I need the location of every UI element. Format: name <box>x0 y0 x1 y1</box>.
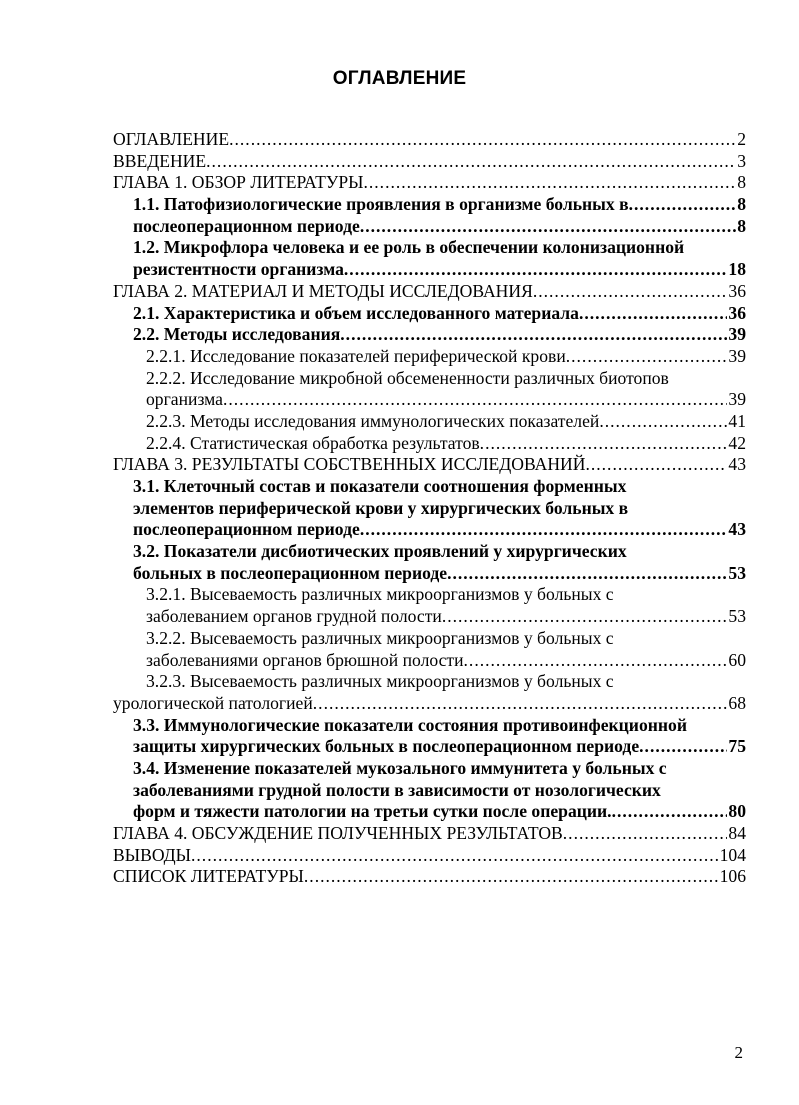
dot-leader <box>191 845 719 867</box>
toc-entry[interactable] <box>113 650 746 672</box>
toc-entry-page: 75 <box>728 736 746 757</box>
dot-leader <box>363 172 736 194</box>
toc-entry[interactable] <box>113 758 746 780</box>
dot-leader <box>313 693 728 715</box>
toc-entry-title: 2.1. Характеристика и объем исследованного материала <box>133 302 579 323</box>
toc-entry[interactable] <box>113 584 746 606</box>
toc-entry-page: 80 <box>728 801 746 822</box>
dot-leader <box>229 129 736 151</box>
toc-entry[interactable] <box>113 563 746 585</box>
dot-leader <box>206 151 736 173</box>
toc-entry-title: ГЛАВА 3. РЕЗУЛЬТАТЫ СОБСТВЕННЫХ ИССЛЕДОВАНИЙ <box>113 454 586 475</box>
toc-entry-title: 2.2.4. Статистическая обработка результатов <box>146 432 480 453</box>
toc-entry[interactable] <box>113 433 746 455</box>
toc-entry[interactable] <box>113 693 746 715</box>
toc-entry-title: заболеваниями органов брюшной полости <box>146 649 464 670</box>
dot-leader <box>464 650 728 672</box>
toc-entry-page: 39 <box>728 345 746 366</box>
dot-leader <box>533 281 728 303</box>
toc-entry-title: 3.4. Изменение показателей мукозального иммунитета у больных с <box>133 757 667 778</box>
toc-entry-title: ГЛАВА 2. МАТЕРИАЛ И МЕТОДЫ ИССЛЕДОВАНИЯ <box>113 280 533 301</box>
toc-entry[interactable] <box>113 237 746 259</box>
toc-entry[interactable] <box>113 845 746 867</box>
toc-entry[interactable] <box>113 866 746 888</box>
dot-leader <box>360 216 736 238</box>
toc-entry[interactable] <box>113 411 746 433</box>
toc-entry-title: ОГЛАВЛЕНИЕ <box>113 129 230 149</box>
toc-entry[interactable] <box>113 671 746 693</box>
toc-entry[interactable] <box>113 281 746 303</box>
dot-leader <box>223 389 727 411</box>
toc-entry-title: ГЛАВА 1. ОБЗОР ЛИТЕРАТУРЫ <box>113 172 364 193</box>
dot-leader <box>612 801 728 823</box>
toc-entry-page: 43 <box>728 454 746 475</box>
dot-leader <box>563 823 728 845</box>
dot-leader <box>579 303 727 325</box>
dot-leader <box>599 411 727 433</box>
toc-entry-title: урологической патологией <box>113 692 313 713</box>
toc-entry-title: послеоперационном периоде <box>133 215 360 236</box>
toc-entry[interactable] <box>113 172 746 194</box>
toc-entry-title: 2.2. Методы исследования <box>133 324 341 345</box>
toc-entry-page: 2 <box>737 129 746 149</box>
toc-entry-page: 8 <box>737 194 746 215</box>
toc-entry[interactable] <box>113 346 746 368</box>
toc-entry-title: 2.2.1. Исследование показателей периферической крови <box>146 345 566 366</box>
toc-entry[interactable] <box>113 823 746 845</box>
dot-leader <box>360 519 728 541</box>
toc-entry-title: послеоперационном периоде <box>133 519 360 540</box>
toc-entry-title: 3.2. Показатели дисбиотических проявлений у хирургических <box>133 541 627 562</box>
toc-entry-title: заболеваниями грудной полости в зависимости от нозологических <box>133 779 661 800</box>
toc-entry[interactable] <box>113 303 746 325</box>
toc-entry-title: 3.2.1. Высеваемость различных микроорганизмов у больных с <box>146 584 614 605</box>
toc-entry-page: 53 <box>728 562 746 583</box>
toc-entry-title: больных в послеоперационном периоде <box>133 562 448 583</box>
toc-entry-title: 2.2.3. Методы исследования иммунологических показателей <box>146 410 600 431</box>
toc-entry[interactable] <box>113 194 746 216</box>
toc-entry[interactable] <box>113 628 746 650</box>
toc-entry-page: 104 <box>719 844 746 865</box>
page-number: 2 <box>734 1043 743 1062</box>
toc-entry[interactable] <box>113 541 746 563</box>
dot-leader <box>304 866 719 888</box>
toc-entry[interactable] <box>113 368 746 390</box>
toc-entry-page: 8 <box>737 215 746 236</box>
toc-entry-title: 1.1. Патофизиологические проявления в организме больных в <box>133 194 629 215</box>
toc-entry-page: 41 <box>728 410 746 431</box>
toc-entry[interactable] <box>113 454 746 476</box>
toc-entry-title: 2.2.2. Исследование микробной обсемененности различных биотопов <box>146 367 669 388</box>
toc-entry-page: 53 <box>728 606 746 627</box>
toc-entry-title: резистентности организма <box>133 259 344 280</box>
toc-entry-title: СПИСОК ЛИТЕРАТУРЫ <box>113 866 304 887</box>
toc-entry-page: 84 <box>728 823 746 843</box>
toc-entry-title: ВЫВОДЫ <box>113 844 191 865</box>
toc-entry[interactable] <box>113 476 746 498</box>
toc-entry-page: 36 <box>728 302 746 323</box>
dot-leader <box>629 194 737 216</box>
toc-entry[interactable] <box>113 129 746 151</box>
toc-entry-page: 106 <box>719 866 746 887</box>
toc-entry-title: 3.3. Иммунологические показатели состояния противоинфекционной <box>133 714 687 735</box>
toc-entry-title: форм и тяжести патологии на третьи сутки после операции. <box>133 801 612 822</box>
toc-entry[interactable] <box>113 715 746 737</box>
toc-entry-page: 68 <box>728 692 746 713</box>
dot-leader <box>340 324 727 346</box>
page-title: ОГЛАВЛЕНИЕ <box>332 68 467 89</box>
toc-entry-page: 60 <box>728 649 746 670</box>
toc-entry-title: организма <box>146 389 223 410</box>
dot-leader <box>442 606 728 628</box>
toc-entry-page: 3 <box>737 150 746 171</box>
toc-entry-page: 8 <box>737 172 746 193</box>
toc-entry[interactable] <box>113 736 746 758</box>
toc-entry[interactable] <box>113 259 746 281</box>
toc-entry-title: элементов периферической крови у хирургических больных в <box>133 497 629 518</box>
toc-entry-page: 36 <box>728 280 746 301</box>
dot-leader <box>585 454 727 476</box>
toc-entry-page: 18 <box>728 259 746 280</box>
toc-entry-page: 39 <box>728 389 746 410</box>
toc-entry-title: 3.2.3. Высеваемость различных микроорганизмов у больных с <box>146 671 614 692</box>
toc-entry[interactable] <box>113 606 746 628</box>
toc-entry[interactable] <box>113 519 746 541</box>
dot-leader <box>480 433 728 455</box>
toc-entry-title: ГЛАВА 4. ОБСУЖДЕНИЕ ПОЛУЧЕННЫХ РЕЗУЛЬТАТОВ <box>113 823 563 843</box>
dot-leader <box>566 346 728 368</box>
toc-entry[interactable] <box>113 389 746 411</box>
dot-leader <box>344 259 728 281</box>
toc-entry[interactable] <box>113 324 746 346</box>
dot-leader <box>639 736 727 758</box>
table-of-contents <box>113 129 746 888</box>
toc-entry[interactable] <box>113 216 746 238</box>
toc-entry-title: заболеванием органов грудной полости <box>146 606 442 627</box>
toc-entry-page: 39 <box>728 324 746 345</box>
toc-entry[interactable] <box>113 780 746 802</box>
toc-entry-title: 1.2. Микрофлора человека и ее роль в обеспечении колонизационной <box>133 237 685 258</box>
toc-entry-title: 3.2.2. Высеваемость различных микроорганизмов у больных с <box>146 627 614 648</box>
toc-entry-title: 3.1. Клеточный состав и показатели соотношения форменных <box>133 476 627 496</box>
toc-entry-title: ВВЕДЕНИЕ <box>113 150 207 171</box>
toc-entry[interactable] <box>113 151 746 173</box>
dot-leader <box>447 563 727 585</box>
toc-entry-page: 43 <box>728 519 746 540</box>
toc-entry-page: 42 <box>728 432 746 453</box>
toc-entry[interactable] <box>113 801 746 823</box>
toc-entry[interactable] <box>113 498 746 520</box>
toc-entry-title: защиты хирургических больных в послеоперационном периоде <box>133 736 640 757</box>
